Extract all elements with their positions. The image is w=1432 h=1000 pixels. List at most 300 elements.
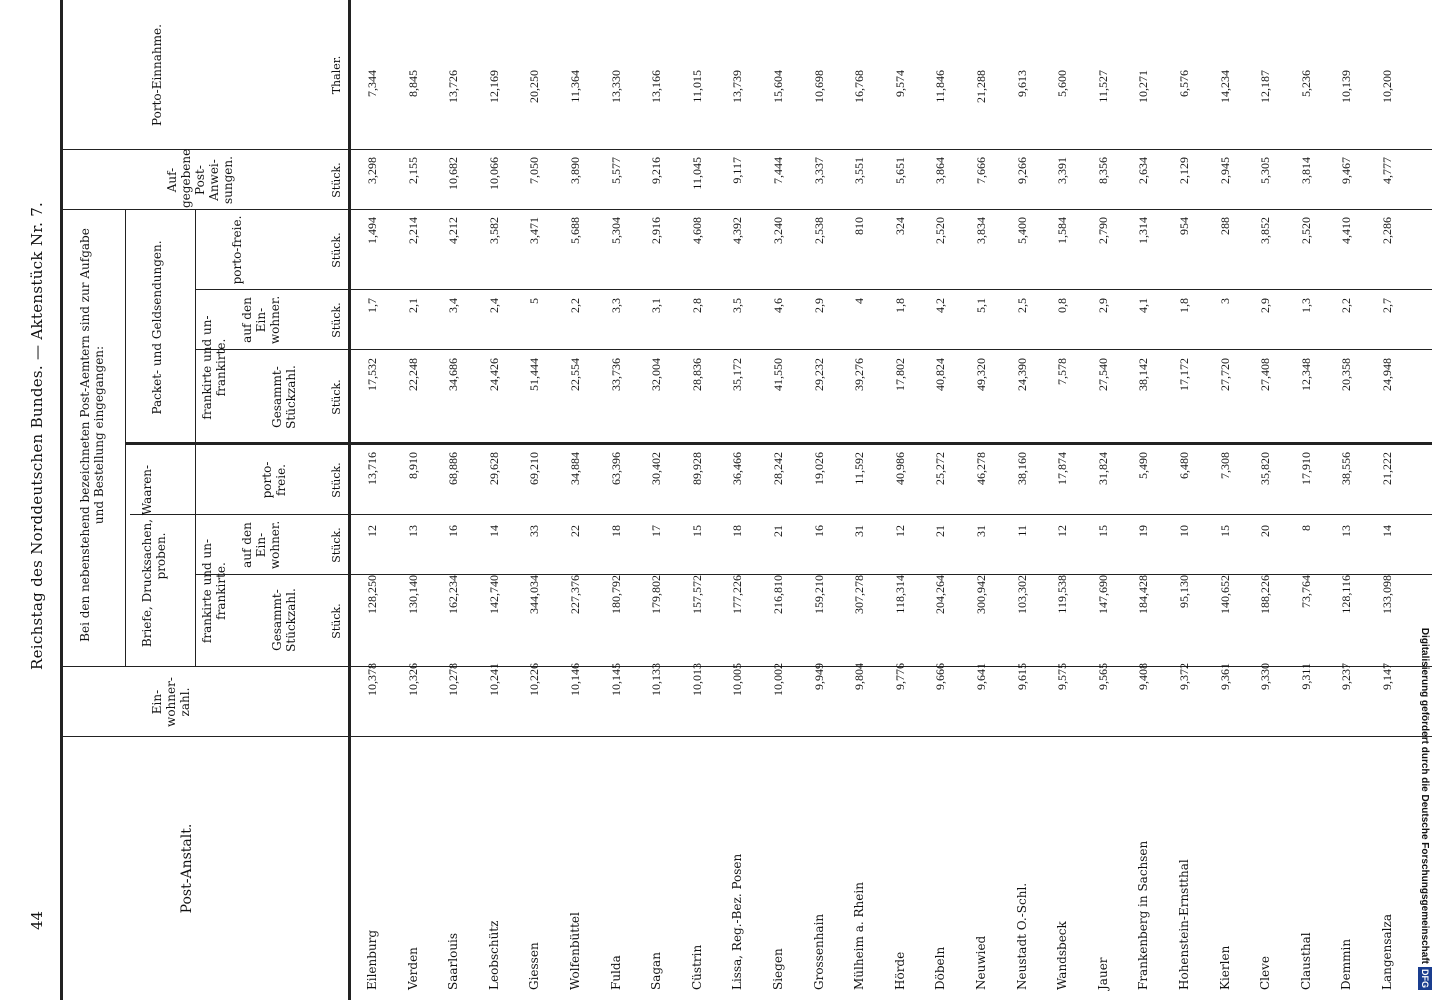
post-anstalt-name: Leobschütz (486, 920, 501, 990)
cell-b-auf: 22 (568, 525, 582, 537)
cell-einw: 10,133 (649, 663, 664, 696)
cell-einw: 9,949 (811, 663, 826, 690)
cell-p-auf: 4,2 (933, 298, 948, 313)
cell-b-frei: 63,396 (608, 452, 623, 485)
footer-note: Digitalisierung gefördert durch die Deutsche Forschungsgemeinschaft (1419, 627, 1430, 964)
cell-b-frei: 89,928 (689, 452, 704, 485)
cell-p-auf: 4,6 (771, 298, 785, 313)
cell-p-auf: 2,4 (486, 298, 501, 313)
header-auf-einwohner-briefe: auf den Ein-wohner. (240, 520, 282, 570)
cell-anw: 3,298 (365, 157, 379, 184)
cell-p-frei: 4,410 (1339, 217, 1354, 244)
cell-b-auf: 15 (1095, 525, 1110, 537)
post-anstalt-name: Lissa, Reg.-Bez. Posen (730, 853, 745, 990)
cell-einw: 10,145 (608, 663, 623, 696)
cell-anw: 4,777 (1380, 157, 1394, 184)
cell-p-auf: 2,1 (405, 298, 420, 313)
group-main-rule (125, 210, 126, 667)
cell-anw: 5,651 (892, 157, 907, 184)
cell-anw: 8,356 (1095, 157, 1110, 184)
cell-porto: 7,344 (365, 70, 379, 97)
post-anstalt-name: Cleve (1258, 955, 1273, 990)
cell-p-ges: 7,578 (1055, 358, 1070, 385)
cell-einw: 9,641 (974, 663, 988, 690)
cell-anw: 11,045 (689, 157, 704, 190)
table-row (761, 0, 802, 1000)
cell-p-auf: 2,8 (689, 298, 704, 313)
table-row (396, 0, 437, 1000)
post-anstalt-name: Jauer (1095, 957, 1110, 990)
cell-b-frei: 11,592 (852, 452, 867, 485)
cell-porto: 12,187 (1258, 70, 1273, 103)
cell-p-frei: 2,286 (1380, 217, 1394, 244)
cell-anw: 7,444 (771, 157, 785, 184)
cell-p-auf: 2,9 (1095, 298, 1110, 313)
cell-porto: 16,768 (852, 70, 867, 103)
cell-b-ges: 307,278 (852, 575, 867, 614)
cell-p-ges: 38,142 (1136, 358, 1151, 391)
cell-p-auf: 2,2 (1339, 298, 1354, 313)
table-row (680, 0, 721, 1000)
cell-b-auf: 18 (730, 525, 745, 537)
cell-p-auf: 5 (527, 298, 542, 304)
cell-einw: 9,237 (1339, 663, 1354, 690)
cell-porto: 9,613 (1014, 70, 1029, 97)
post-anstalt-name: Eilenburg (365, 929, 379, 990)
cell-p-frei: 2,520 (933, 217, 948, 244)
cell-p-auf: 1,3 (1298, 298, 1313, 313)
cell-porto: 11,015 (689, 70, 704, 103)
cell-porto: 11,364 (568, 70, 582, 103)
cell-porto: 11,846 (933, 70, 948, 103)
post-anstalt-name: Hörde (892, 951, 907, 990)
briefe-sub-rule (195, 445, 196, 667)
post-anstalt-name: Fulda (608, 955, 623, 990)
table-row (558, 0, 599, 1000)
cell-einw: 10,002 (771, 663, 785, 696)
cell-b-frei: 31,824 (1095, 452, 1110, 485)
cell-anw: 10,066 (486, 157, 501, 190)
cell-p-auf: 3 (1217, 298, 1232, 304)
cell-einw: 9,147 (1380, 663, 1394, 690)
post-anstalt-name: Wandsbeck (1055, 921, 1070, 990)
unit-anw: Stück. (330, 162, 343, 198)
cell-b-auf: 15 (1217, 525, 1232, 537)
cell-porto: 13,166 (649, 70, 664, 103)
cell-einw: 9,311 (1298, 663, 1313, 690)
cell-einw: 10,146 (568, 663, 582, 696)
cell-p-ges: 24,948 (1380, 358, 1394, 391)
cell-b-ges: 184,428 (1136, 575, 1151, 614)
cell-b-frei: 7,308 (1217, 452, 1232, 479)
unit-b-frei: Stück. (330, 462, 343, 498)
cell-porto: 13,330 (608, 70, 623, 103)
cell-p-frei: 288 (1217, 217, 1232, 235)
cell-anw: 3,890 (568, 157, 582, 184)
cell-b-auf: 17 (649, 525, 664, 537)
cell-p-ges: 49,320 (974, 358, 988, 391)
cell-b-auf: 12 (892, 525, 907, 537)
post-anstalt-name: Grossenhain (811, 913, 826, 990)
cell-anw: 3,864 (933, 157, 948, 184)
header-gesammt-pakete: Gesammt-Stückzahl. (270, 365, 298, 429)
pakete-sub-rule (195, 210, 196, 445)
table-row (517, 0, 558, 1000)
header-portofreie-pakete: porto-freie. (230, 215, 244, 285)
cell-p-frei: 5,304 (608, 217, 623, 244)
cell-p-frei: 5,688 (568, 217, 582, 244)
header-pakete: Packet- und Geldsendungen. (150, 240, 164, 415)
cell-b-ges: 73,764 (1298, 575, 1313, 608)
header-einwohner: Ein-wohner-zahl. (150, 677, 192, 727)
cell-einw: 9,330 (1258, 663, 1273, 690)
cell-b-frei: 17,910 (1298, 452, 1313, 485)
dfg-logo: DFG (1420, 969, 1430, 988)
cell-b-auf: 33 (527, 525, 542, 537)
cell-p-ges: 33,736 (608, 358, 623, 391)
table-row (1329, 0, 1370, 1000)
cell-p-ges: 51,444 (527, 358, 542, 391)
cell-p-auf: 3,3 (608, 298, 623, 313)
cell-porto: 15,604 (771, 70, 785, 103)
post-anstalt-name: Frankenberg in Sachsen (1136, 840, 1151, 990)
cell-p-ges: 17,802 (892, 358, 907, 391)
cell-b-auf: 11 (1014, 525, 1029, 537)
cell-b-auf: 19 (1136, 525, 1151, 537)
cell-anw: 5,305 (1258, 157, 1273, 184)
cell-p-frei: 3,240 (771, 217, 785, 244)
table-row (923, 0, 964, 1000)
cell-p-ges: 22,248 (405, 358, 420, 391)
table-row (842, 0, 883, 1000)
cell-anw: 10,682 (446, 157, 461, 190)
cell-b-ges: 130,140 (405, 575, 420, 614)
cell-einw: 9,776 (892, 663, 907, 690)
cell-anw: 3,337 (811, 157, 826, 184)
cell-p-frei: 4,392 (730, 217, 745, 244)
cell-einw: 10,005 (730, 663, 745, 696)
cell-p-ges: 20,358 (1339, 358, 1354, 391)
cell-b-ges: 159,210 (811, 575, 826, 614)
cell-porto: 5,600 (1055, 70, 1070, 97)
cell-b-auf: 18 (608, 525, 623, 537)
cell-b-auf: 16 (811, 525, 826, 537)
cell-einw: 9,615 (1014, 663, 1029, 690)
table-row (1167, 0, 1208, 1000)
cell-p-ges: 35,172 (730, 358, 745, 391)
cell-p-ges: 24,390 (1014, 358, 1029, 391)
cell-p-frei: 2,214 (405, 217, 420, 244)
cell-b-ges: 147,690 (1095, 575, 1110, 614)
cell-einw: 9,666 (933, 663, 948, 690)
cell-porto: 20,250 (527, 70, 542, 103)
cell-porto: 6,576 (1177, 70, 1191, 97)
cell-p-ges: 17,532 (365, 358, 379, 391)
cell-b-auf: 10 (1177, 525, 1191, 537)
cell-p-ges: 41,550 (771, 358, 785, 391)
cell-b-auf: 20 (1258, 525, 1273, 537)
cell-p-frei: 4,608 (689, 217, 704, 244)
cell-porto: 10,271 (1136, 70, 1151, 103)
table-row (1045, 0, 1086, 1000)
cell-porto: 10,698 (811, 70, 826, 103)
unit-b-ges: Stück. (330, 603, 343, 639)
cell-einw: 9,575 (1055, 663, 1070, 690)
cell-b-frei: 5,490 (1136, 452, 1151, 479)
table-row (436, 0, 477, 1000)
table-row (883, 0, 924, 1000)
cell-porto: 12,169 (486, 70, 501, 103)
cell-einw: 10,326 (405, 663, 420, 696)
cell-b-ges: 300,942 (974, 575, 988, 614)
cell-b-auf: 16 (446, 525, 461, 537)
cell-b-frei: 8,910 (405, 452, 420, 479)
cell-b-frei: 35,820 (1258, 452, 1273, 485)
cell-b-auf: 14 (486, 525, 501, 537)
table-row (599, 0, 640, 1000)
page-title: Reichstag des Norddeutschen Bundes. — Aktenstück Nr. 7. (28, 201, 46, 670)
cell-p-auf: 3,5 (730, 298, 745, 313)
cell-p-auf: 0,8 (1055, 298, 1070, 313)
cell-b-ges: 157,572 (689, 575, 704, 614)
cell-p-ges: 28,836 (689, 358, 704, 391)
cell-b-auf: 15 (689, 525, 704, 537)
cell-anw: 9,216 (649, 157, 664, 184)
cell-p-ges: 40,824 (933, 358, 948, 391)
digitization-note (1418, 0, 1432, 1000)
cell-anw: 2,634 (1136, 157, 1151, 184)
cell-b-ges: 103,302 (1014, 575, 1029, 614)
cell-anw: 9,467 (1339, 157, 1354, 184)
cell-b-ges: 216,810 (771, 575, 785, 614)
cell-porto: 11,527 (1095, 70, 1110, 103)
cell-p-frei: 3,471 (527, 217, 542, 244)
header-gesammt-briefe: Gesammt-Stückzahl. (270, 588, 298, 652)
cell-b-frei: 21,222 (1380, 452, 1394, 485)
cell-b-ges: 162,234 (446, 575, 461, 614)
cell-anw: 7,050 (527, 157, 542, 184)
cell-p-ges: 32,004 (649, 358, 664, 391)
cell-b-auf: 31 (974, 525, 988, 537)
unit-porto: Thaler. (330, 55, 343, 95)
cell-p-auf: 3,4 (446, 298, 461, 313)
cell-p-auf: 3,1 (649, 298, 664, 313)
cell-einw: 9,408 (1136, 663, 1151, 690)
cell-b-ges: 142,740 (486, 575, 501, 614)
cell-b-frei: 30,402 (649, 452, 664, 485)
cell-p-auf: 1,7 (365, 298, 379, 313)
header-briefe: Briefe, Drucksachen, Waaren-proben. (140, 464, 168, 648)
cell-b-ges: 95,130 (1177, 575, 1191, 608)
cell-einw: 9,804 (852, 663, 867, 690)
cell-p-auf: 2,9 (811, 298, 826, 313)
cell-b-ges: 344,034 (527, 575, 542, 614)
header-bottom-rule (348, 0, 351, 1000)
cell-einw: 10,013 (689, 663, 704, 696)
cell-b-ges: 128,116 (1339, 575, 1354, 614)
unit-p-ges: Stück. (330, 379, 343, 415)
post-anstalt-name: Langensalza (1380, 914, 1394, 990)
post-anstalt-name: Demmin (1339, 938, 1354, 990)
cell-anw: 7,666 (974, 157, 988, 184)
cell-porto: 21,288 (974, 70, 988, 103)
cell-p-ges: 17,172 (1177, 358, 1191, 391)
cell-p-ges: 24,426 (486, 358, 501, 391)
cell-einw: 10,278 (446, 663, 461, 696)
cell-p-frei: 4,212 (446, 217, 461, 244)
table-row (639, 0, 680, 1000)
cell-porto: 13,739 (730, 70, 745, 103)
cell-p-auf: 4,1 (1136, 298, 1151, 313)
cell-b-ges: 140,652 (1217, 575, 1232, 614)
post-anstalt-name: Siegen (771, 948, 785, 990)
cell-einw: 9,361 (1217, 663, 1232, 690)
post-anstalt-name: Kierlen (1217, 945, 1232, 990)
table-row (1005, 0, 1046, 1000)
unit-p-auf: Stück. (330, 302, 343, 338)
cell-p-ges: 39,276 (852, 358, 867, 391)
cell-anw: 2,129 (1177, 157, 1191, 184)
cell-b-frei: 19,026 (811, 452, 826, 485)
post-anstalt-name: Mülheim a. Rhein (852, 882, 867, 990)
table-top-rule (60, 0, 63, 1000)
data-table-body (355, 0, 1432, 1000)
cell-b-auf: 14 (1380, 525, 1394, 537)
table-row (1289, 0, 1330, 1000)
table-row (477, 0, 518, 1000)
table-row (964, 0, 1005, 1000)
cell-b-frei: 38,160 (1014, 452, 1029, 485)
cell-p-frei: 1,494 (365, 217, 379, 244)
header-frankirte-pakete: frankirte und un-frankirte. (200, 315, 228, 420)
cell-porto: 14,234 (1217, 70, 1232, 103)
cell-b-ges: 128,250 (365, 575, 379, 614)
cell-p-auf: 2,2 (568, 298, 582, 313)
header-post-anstalt: Post-Anstalt. (179, 823, 195, 914)
digitization-text (1418, 0, 1432, 1000)
cell-b-ges: 133,098 (1380, 575, 1394, 614)
cell-porto: 5,236 (1298, 70, 1313, 97)
cell-b-frei: 25,272 (933, 452, 948, 485)
table-row (1370, 0, 1411, 1000)
cell-b-ges: 188,226 (1258, 575, 1273, 614)
header-group-main: Bei den nebenstehend bezeichneten Post-Aemtern sind zur Aufgabe und Bestellung eingegangen: (78, 228, 106, 642)
cell-porto: 13,726 (446, 70, 461, 103)
cell-p-frei: 810 (852, 217, 867, 235)
cell-b-auf: 21 (771, 525, 785, 537)
cell-p-ges: 29,232 (811, 358, 826, 391)
cell-b-frei: 68,886 (446, 452, 461, 485)
post-anstalt-name: Neustadt O.-Schl. (1014, 882, 1029, 990)
post-anstalt-name: Saarlouis (446, 932, 461, 990)
cell-p-frei: 3,852 (1258, 217, 1273, 244)
cell-p-ges: 22,554 (568, 358, 582, 391)
cell-b-auf: 12 (1055, 525, 1070, 537)
post-anstalt-name: Cüstrin (689, 944, 704, 990)
cell-p-ges: 27,408 (1258, 358, 1273, 391)
cell-anw: 2,945 (1217, 157, 1232, 184)
cell-einw: 10,226 (527, 663, 542, 696)
table-row (1126, 0, 1167, 1000)
header-portofreie-briefe: porto-freie. (260, 461, 288, 499)
cell-b-frei: 69,210 (527, 452, 542, 485)
cell-p-frei: 954 (1177, 217, 1191, 235)
cell-anw: 9,117 (730, 157, 745, 184)
cell-b-frei: 40,986 (892, 452, 907, 485)
cell-einw: 10,241 (486, 663, 501, 696)
cell-b-frei: 17,874 (1055, 452, 1070, 485)
post-anstalt-name: Neuwied (974, 935, 988, 990)
post-anstalt-name: Giessen (527, 942, 542, 990)
post-anstalt-name: Hohenstein-Ernstthal (1177, 859, 1191, 990)
cell-p-frei: 2,520 (1298, 217, 1313, 244)
table-row (355, 0, 396, 1000)
cell-b-frei: 46,278 (974, 452, 988, 485)
cell-b-auf: 31 (852, 525, 867, 537)
post-anstalt-name: Wolfenbüttel (568, 912, 582, 990)
cell-b-frei: 6,480 (1177, 452, 1191, 479)
cell-p-frei: 3,582 (486, 217, 501, 244)
cell-p-auf: 5,1 (974, 298, 988, 313)
cell-porto: 9,574 (892, 70, 907, 97)
cell-p-frei: 1,584 (1055, 217, 1070, 244)
cell-einw: 9,565 (1095, 663, 1110, 690)
cell-b-frei: 29,628 (486, 452, 501, 485)
post-anstalt-name: Clausthal (1298, 932, 1313, 990)
header-auf-einwohner-pakete: auf den Ein-wohner. (240, 295, 282, 345)
cell-b-ges: 180,792 (608, 575, 623, 614)
cell-einw: 10,378 (365, 663, 379, 696)
cell-b-frei: 38,556 (1339, 452, 1354, 485)
cell-p-auf: 1,8 (892, 298, 907, 313)
cell-b-auf: 13 (1339, 525, 1354, 537)
cell-b-ges: 118,314 (892, 575, 907, 614)
cell-b-frei: 34,884 (568, 452, 582, 485)
cell-p-auf: 2,9 (1258, 298, 1273, 313)
cell-p-auf: 2,5 (1014, 298, 1029, 313)
header-frankirte-briefe: frankirte und un-frankirte. (200, 538, 228, 644)
cell-p-frei: 2,790 (1095, 217, 1110, 244)
cell-p-ges: 12,348 (1298, 358, 1313, 391)
table-row (720, 0, 761, 1000)
header-aufgegebene: Auf-gegebene Post-Anwei-sungen. (165, 148, 235, 208)
cell-b-frei: 13,716 (365, 452, 379, 485)
post-anstalt-name: Verden (405, 947, 420, 990)
cell-p-ges: 27,720 (1217, 358, 1232, 391)
cell-p-frei: 5,400 (1014, 217, 1029, 244)
cell-p-frei: 3,834 (974, 217, 988, 244)
table-row (1086, 0, 1127, 1000)
unit-b-auf: Stück. (330, 527, 343, 563)
cell-p-frei: 1,314 (1136, 217, 1151, 244)
table-row (1248, 0, 1289, 1000)
unit-p-frei: Stück. (330, 232, 343, 268)
cell-anw: 3,551 (852, 157, 867, 184)
cell-anw: 5,577 (608, 157, 623, 184)
cell-p-frei: 324 (892, 217, 907, 235)
cell-p-ges: 27,540 (1095, 358, 1110, 391)
cell-b-ges: 179,802 (649, 575, 664, 614)
cell-p-auf: 2,7 (1380, 298, 1394, 313)
cell-anw: 9,266 (1014, 157, 1029, 184)
cell-b-auf: 21 (933, 525, 948, 537)
header-porto-einnahme: Porto-Einnahme. (150, 24, 164, 126)
cell-b-auf: 13 (405, 525, 420, 537)
cell-b-ges: 204,264 (933, 575, 948, 614)
cell-porto: 8,845 (405, 70, 420, 97)
cell-p-ges: 34,686 (446, 358, 461, 391)
cell-b-ges: 119,538 (1055, 575, 1070, 614)
